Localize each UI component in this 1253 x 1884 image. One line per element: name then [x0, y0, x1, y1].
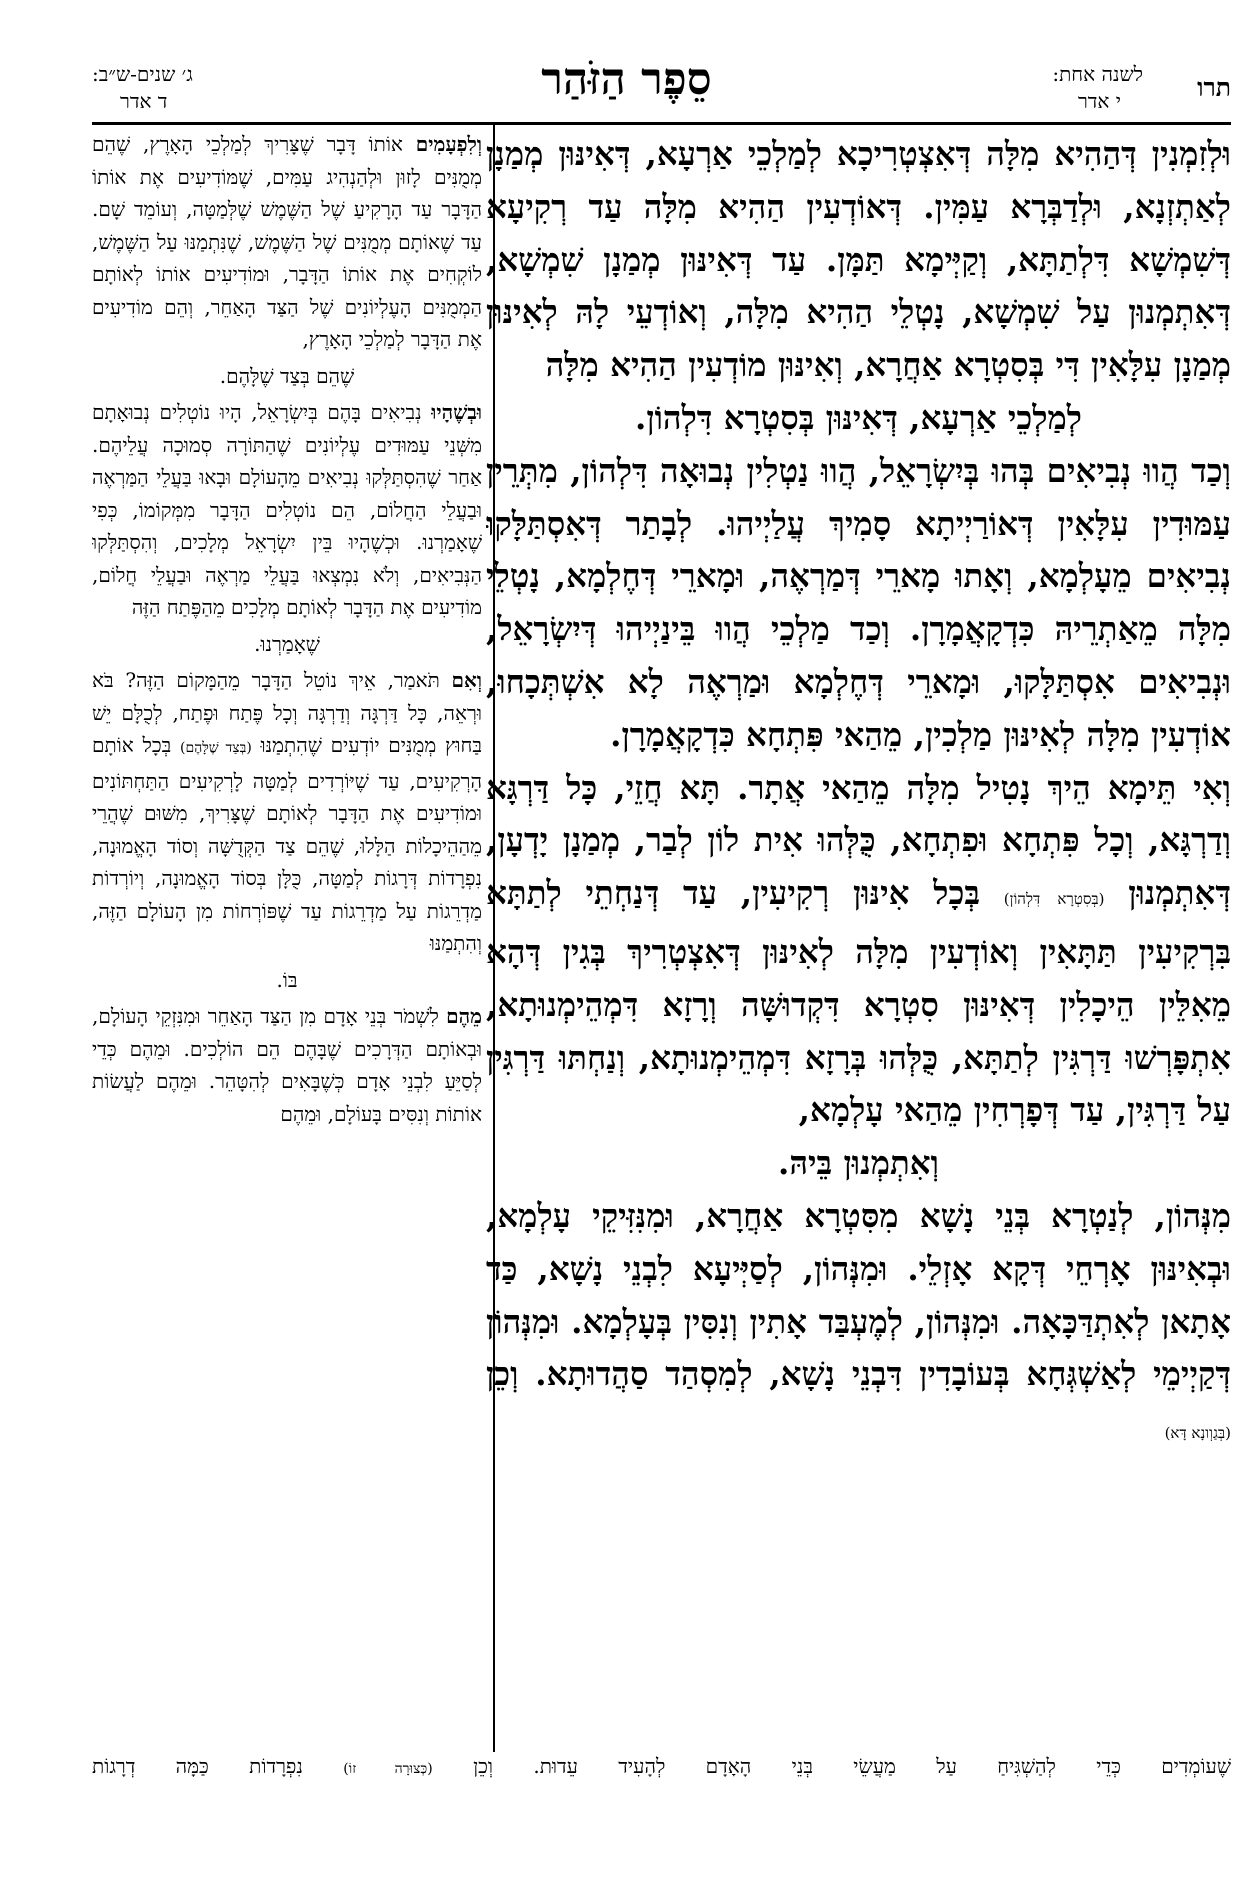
- aramaic-text: וְאִי תֵּימָא הֵיךְ נָטִיל מִלָּה מֵהַאי אֲתָר. תָּא חֲזֵי, כָּל דַּרְגָּא וְדַרְגָּא, וְכָל פִּתְחָא וּפִתְחָא, כֻּלְּהוּ אִית לוֹן לְבַר, מְמַנָן יָדְעָן, דְּאִתְמְנוּן: [486, 767, 1231, 913]
- translation-paragraph-2-end: [92, 628, 482, 661]
- paragraph-lead-word: וְלִפְעָמִים: [415, 132, 482, 156]
- bottom-text: נִפְרָדוֹת כַּמָּה דְרָגוֹת: [92, 1754, 303, 1778]
- translation-paragraph-1-end: [92, 360, 482, 393]
- aramaic-paragraph-3-end: [486, 1137, 1231, 1190]
- book-title: סֵפֶר הַזֹּהַר: [541, 54, 712, 105]
- aramaic-text: וְאִתְמְנוּן בֵּיהּ.: [778, 1143, 939, 1183]
- translation-paragraph-2: [92, 396, 482, 624]
- aramaic-note: (בְּסִטְרָא דִּלְהוֹן): [1003, 890, 1105, 909]
- bottom-note: (כְּצוּרָה זוֹ): [343, 1761, 433, 1777]
- translation-text: תֹּאמַר, אֵיךְ נוֹטֵל הַדָּבָר מֵהַמָּקוֹם הַזֶּה? בֹּא וּרְאֵה, כָּל דַּרְגָּה וְדַרְגָּה וְכָל פֶּתַח וּפֶתַח, לְכֻלָּם יֵשׁ בַּחוּץ מְמֻנִּים יוֹדְעִים שֶׁהִתְמַנּוּ: [92, 668, 482, 757]
- translation-text: שֶׁאָמַרְנוּ.: [254, 631, 320, 656]
- translation-paragraph-4: [92, 1000, 482, 1130]
- paragraph-lead-word: מֵהֶם: [446, 1004, 482, 1028]
- aramaic-paragraph-1-end: [486, 392, 1231, 445]
- header-divider: [92, 122, 1231, 125]
- translation-text: שֶׁהֵם בְּצַד שֶׁלָּהֶם.: [219, 363, 355, 388]
- aramaic-note: (בְּגַוְונָא דָּא): [1164, 1424, 1231, 1443]
- translation-paragraph-3-end: [92, 964, 482, 997]
- aramaic-text: מִנְּהוֹן, לְנַטְרָא בְּנֵי נָשָׁא מִסִּטְרָא אַחֲרָא, וּמִנִּזִּיקֵי עָלְמָא, וּבְאִינּוּן אָרְחֵי דְּקָא אָזְלֵי. וּמִנְּהוֹן, לְסַיְּיעָא לִבְנֵי נָשָׁא, כַּד אָתָאן לְאִתְדַּכָּאָה. וּמִנְּהוֹן, לְמֶעְבַּד אָתִין וְנִסִּין בְּעָלְמָא. וּמִנְּהוֹן דְּקַיְימֵי לְאַשְׁגְּחָא בְּעוֹבָדִין דִּבְנֵי נָשָׁא, לְמִסְהַד סַהֲדוּתָא. וְכֵן: [486, 1195, 1231, 1394]
- translation-paragraph-1: [92, 128, 482, 356]
- aramaic-paragraph-1: [486, 128, 1231, 392]
- paragraph-lead-word: וּבְשֶׁהָיוּ: [431, 400, 482, 424]
- translation-text: בּוֹ.: [276, 967, 298, 992]
- aramaic-paragraph-2: [486, 445, 1231, 762]
- translation-text: נְבִיאִים בָּהֶם בְּיִשְׂרָאֵל, הָיוּ נוֹטְלִים נְבוּאָתָם מִשְּׁנֵי עַמּוּדִים עֶלְיוֹנִים שֶׁהַתּוֹרָה סְמוּכָה עֲלֵיהֶם. אַחַר שֶׁהִסְתַּלְּקוּ נְבִיאִים מֵהָעוֹלָם וּבָאוּ בַּעֲלֵי הַמַּרְאֶה וּבַעֲלֵי הַחֲלוֹם, הֵם נוֹטְלִים הַדָּבָר מִמְּקוֹמוֹ, כְּפִי שֶׁאָמַרְנוּ. וּכְשֶׁהָיוּ בֵּין יִשְׂרָאֵל מְלָכִים, וְהִסְתַּלְּקוּ הַנְּבִיאִים, וְלֹא נִמְצְאוּ בַּעֲלֵי מַרְאֶה וּבַעֲלֵי חֲלוֹם, מוֹדִיעִים אֶת הַדָּבָר לְאוֹתָם מְלָכִים מֵהַפֶּתַח הַזֶּה: [92, 400, 482, 619]
- daily-study-label: לשנה אחת:: [1052, 62, 1143, 86]
- hebrew-translation-column: [92, 128, 482, 1758]
- aramaic-text: וְכַד הֲווּ נְבִיאִים בְּהוּ בְּיִשְׂרָאֵל, הֲווּ נַטְלִין נְבוּאָה דִּלְהוֹן, מִתְּרֵין עַמּוּדִין עִלָּאִין דְּאוֹרַיְיתָא סָמִיךְ עֲלַיְיהוּ. לְבָתַר דְּאִסְתַּלָּקוּ נְבִיאִים מֵעָלְמָא, וְאָתוּ מָארֵי דְּמַרְאֶה, וּמָארֵי דְּחֶלְמָא, נָטְלֵי מִלָּה מֵאַתְרֵיהּ כִּדְקָאֲמָרָן. וְכַד מַלְכֵי הֲווּ בֵּינַיְיהוּ דְּיִשְׂרָאֵל, וּנְבִיאִים אִסְתַּלָּקוּ, וּמָארֵי דְּחֶלְמָא וּמַרְאֶה לָא אִשְׁתְּכָחוּ, אוֹדְעִין מִלָּה לְאִינּוּן מַלְכִין, מֵהַאי פִּתְחָא כִּדְקָאֲמָרָן.: [486, 450, 1231, 754]
- translation-text: לִשְׁמֹר בְּנֵי אָדָם מִן הַצַּד הָאַחֵר וּמִנִּזְקֵי הָעוֹלָם, וּבְאוֹתָם הַדְּרָכִים שֶׁבָּהֶם הֵם הוֹלְכִים. וּמֵהֶם כְּדֵי לְסַיֵּעַ לִבְנֵי אָדָם כְּשֶׁבָּאִים לְהִטָּהֵר. וּמֵהֶם לַעֲשׂוֹת אוֹתוֹת וְנִסִּים בָּעוֹלָם, וּמֵהֶם: [92, 1004, 482, 1126]
- translation-text: בְּכָל אוֹתָם הָרְקִיעִים, עַד שֶׁיּוֹרְדִים לְמַטָּה לָרְקִיעִים הַתַּחְתּוֹנִים וּמוֹדִיעִים אֶת הַדָּבָר לְאוֹתָם שֶׁצָּרִיךְ, מִשּׁוּם שֶׁהֲרֵי מֵהַהֵיכָלוֹת הַלָּלוּ, שֶׁהֵם צַד הַקְּדֻשָּׁה וְסוֹד הָאֱמוּנָה, נִפְרָדוֹת דְּרָגוֹת לְמַטָּה, כֻּלָּן בְּסוֹד הָאֱמוּנָה, וְיוֹרְדוֹת מַדְרֵגוֹת עַל מַדְרֵגוֹת עַד שֶׁפּוֹרְחוֹת מִן הָעוֹלָם הַזֶּה, וְהִתְמַנּוּ: [92, 733, 482, 955]
- bottom-continuation-line: [92, 1750, 1231, 1785]
- translation-paragraph-3: [92, 664, 482, 960]
- three-year-study-date: ד אדר: [120, 89, 168, 113]
- page-number: תרו: [1197, 73, 1231, 102]
- translation-note: (בְּצַד שֶׁלָּהֶם): [180, 740, 252, 756]
- bottom-text: שֶׁעוֹמְדִים כְּדֵי לְהַשְׁגִּיחַ עַל מַעֲשֵׂי בְּנֵי הָאָדָם לְהָעִיד עֵדוּת. וְכֵן: [473, 1754, 1231, 1778]
- aramaic-column: [486, 128, 1231, 1753]
- aramaic-text: וּלְזִמְנִין דְּהַהִיא מִלָּה דְּאִצְטְרִיכָא לְמַלְכֵי אַרְעָא, דְּאִינּוּן מְמַנָן לְאַתְזְנָא, וּלְדַבְּרָא עַמִּין. דְּאוֹדְעִין הַהִיא מִלָּה עַד רְקִיעָא דְּשִׁמְשָׁא דִּלְתַתָּא, וְקַיְּימָא תַּמָּן. עַד דְּאִינּוּן מְמַנָן שִׁמְשָׁא, דְּאִתְמְנוּן עַל שִׁמְשָׁא, נָטְלֵי הַהִיא מִלָּה, וְאוֹדְעֵי לָהּ לְאִינּוּן מְמַנָן עִלָּאִין דִּי בְּסִטְרָא אַחֲרָא, וְאִינּוּן מוֹדְעִין הַהִיא מִלָּה: [486, 134, 1231, 385]
- aramaic-text: בְּכָל אִינּוּן רְקִיעִין, עַד דְּנַחְתֵי לְתַתָּא בִּרְקִיעִין תַּתָּאִין וְאוֹדְעִין מִלָּה לְאִינּוּן דְּאִצְטְרִיךְ בְּגִין דְּהָא מֵאִלֵּין הֵיכָלִין דְּאִינּוּן סִטְרָא דִּקְדוּשָּׁה וְרָזָא דִּמְהֵימְנוּתָא, אִתְפָּרְשׁוּ דַּרְגִּין לְתַתָּא, כֻּלְּהוּ בְּרָזָא דִּמְהֵימְנוּתָא, וְנַחְתּוּ דַּרְגִּין עַל דַּרְגִּין, עַד דְּפָרְחִין מֵהַאי עָלְמָא,: [486, 873, 1231, 1130]
- paragraph-lead-word: וְאִם: [451, 668, 482, 692]
- daily-study-date: י אדר: [1077, 89, 1121, 113]
- three-year-study-label: ג׳ שנים-ש״ב:: [92, 62, 193, 86]
- aramaic-paragraph-3: [486, 762, 1231, 1138]
- aramaic-text: לְמַלְכֵי אַרְעָא, דְּאִינּוּן בְּסִטְרָא דִּלְהוֹן.: [635, 397, 1082, 437]
- translation-text: אוֹתוֹ דָּבָר שֶׁצָּרִיךְ לְמַלְכֵי הָאָרֶץ, שֶׁהֵם מְמֻנִּים לָזוּן וּלְהַנְהִיג עַמִּים, שֶׁמּוֹדִיעִים אֶת אוֹתוֹ הַדָּבָר עַד הָרָקִיעַ שֶׁל הַשֶּׁמֶשׁ שֶׁלְּמַטָּה, וְעוֹמֵד שָׁם. עַד שֶׁאוֹתָם מְמֻנִּים שֶׁל הַשֶּׁמֶשׁ, שֶׁנִּתְמַנּוּ עַל הַשֶּׁמֶשׁ, לוֹקְחִים אֶת אוֹתוֹ הַדָּבָר, וּמוֹדִיעִים אוֹתוֹ לְאוֹתָם הַמְמֻנִּים הָעֶלְיוֹנִים שֶׁל הַצַּד הָאַחֵר, וְהֵם מוֹדִיעִים אֶת הַדָּבָר לְמַלְכֵי הָאָרֶץ,: [92, 132, 482, 351]
- aramaic-paragraph-4: [486, 1190, 1231, 1460]
